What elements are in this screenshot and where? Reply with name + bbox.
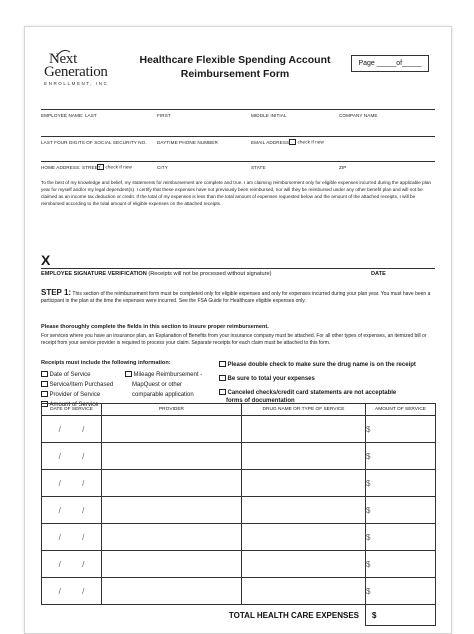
date-separators xyxy=(42,560,101,569)
date-slash: / xyxy=(82,559,85,569)
date-of-service-cell[interactable] xyxy=(42,470,102,497)
receipt-req-continued: comparable application xyxy=(132,392,194,398)
total-label: TOTAL HEALTH CARE EXPENSES xyxy=(228,610,359,620)
date-slash: / xyxy=(58,559,61,569)
date-slash: / xyxy=(82,586,85,596)
receipt-req-item xyxy=(41,390,113,400)
check-if-new-label: check if new xyxy=(105,164,132,170)
receipt-req-item xyxy=(125,370,202,380)
amount-cell[interactable]: $ xyxy=(366,524,436,551)
drug-name-cell[interactable] xyxy=(242,551,366,578)
receipt-note-label: Be sure to total your expenses xyxy=(227,376,315,382)
receipt-note-label: Please double check to make sure the drug name is on the receipt xyxy=(227,362,416,368)
table-row xyxy=(42,443,436,470)
amount-cell[interactable]: $ xyxy=(366,416,436,443)
drug-name-cell[interactable] xyxy=(242,470,366,497)
date-separators xyxy=(42,506,101,515)
logo-text-enrollment: ENROLLMENT, INC xyxy=(44,81,109,86)
receipt-note-label: Canceled checks/credit card statements are not acceptable xyxy=(227,390,397,396)
amount-cell[interactable]: $ xyxy=(366,497,436,524)
home-street-field[interactable]: HOME ADDRESS: STREET xyxy=(41,165,101,170)
daytime-phone-field[interactable]: DAYTIME PHONE NUMBER xyxy=(157,140,218,145)
receipt-req-label: Service/Item Purchased xyxy=(49,382,114,388)
table-row xyxy=(42,416,436,443)
provider-cell[interactable] xyxy=(102,497,242,524)
receipt-req-label: Date of Service xyxy=(49,372,91,378)
date-of-service-cell[interactable] xyxy=(42,578,102,605)
provider-cell[interactable] xyxy=(102,470,242,497)
drug-name-cell[interactable] xyxy=(242,416,366,443)
provider-cell[interactable] xyxy=(102,416,242,443)
signature-line[interactable] xyxy=(41,268,435,269)
provider-cell[interactable] xyxy=(102,443,242,470)
table-header-row xyxy=(42,404,436,416)
checkbox-icon xyxy=(219,361,226,368)
total-row xyxy=(42,605,436,626)
receipt-req-label: Amount of Service xyxy=(49,402,99,408)
checkbox-icon xyxy=(41,381,48,388)
field-divider xyxy=(41,161,435,162)
receipt-note-item xyxy=(219,360,416,370)
table-row xyxy=(42,497,436,524)
signature-label: EMPLOYEE SIGNATURE VERIFICATION xyxy=(41,271,147,277)
date-slash: / xyxy=(58,586,61,596)
date-separators xyxy=(42,479,101,488)
instructions-heading: Please thoroughly complete the fields in this section to insure proper reimbursement. xyxy=(41,324,269,330)
date-of-service-cell[interactable] xyxy=(42,416,102,443)
provider-cell[interactable] xyxy=(102,551,242,578)
drug-name-cell[interactable] xyxy=(242,578,366,605)
provider-cell[interactable] xyxy=(102,578,242,605)
company-name-field[interactable]: COMPANY NAME xyxy=(339,113,378,118)
signature-x-mark: X xyxy=(41,252,51,268)
col-header-amount: AMOUNT OF SERVICE xyxy=(366,404,436,416)
checkbox-icon xyxy=(219,375,226,382)
amount-cell[interactable]: $ xyxy=(366,551,436,578)
amount-cell[interactable]: $ xyxy=(366,443,436,470)
receipt-note-item xyxy=(219,388,416,398)
date-slash: / xyxy=(82,532,85,542)
email-address-field[interactable]: EMAIL ADDRESS: xyxy=(251,140,291,145)
city-field[interactable]: CITY xyxy=(157,165,168,170)
check-if-new-label: check if new xyxy=(297,139,324,145)
receipt-note-continued: forms of documentation xyxy=(226,398,295,404)
signature-verification-label xyxy=(41,271,271,277)
receipt-req-label: Mileage Reimbursement - xyxy=(133,372,203,378)
drug-name-cell[interactable] xyxy=(242,524,366,551)
date-separators xyxy=(42,452,101,461)
checkbox-icon xyxy=(41,391,48,398)
col-header-date: DATE OF SERVICE xyxy=(42,404,102,416)
receipt-note-item xyxy=(219,374,416,384)
drug-name-cell[interactable] xyxy=(242,443,366,470)
field-divider xyxy=(41,136,435,137)
email-new-checkbox[interactable] xyxy=(289,139,324,146)
date-label: DATE xyxy=(371,271,386,277)
col-header-provider: PROVIDER xyxy=(102,404,242,416)
ssn-last-four-field[interactable]: LAST FOUR DIGITS OF SOCIAL SECURITY NO. xyxy=(41,140,147,145)
col-header-drug: DRUG NAME OR TYPE OF SERVICE xyxy=(242,404,366,416)
signature-note: (Receipts will not be processed without signature) xyxy=(148,271,272,277)
form-page xyxy=(24,26,452,634)
receipt-req-label: Provider of Service xyxy=(49,392,101,398)
total-amount-cell[interactable]: $ xyxy=(366,605,436,626)
date-separators xyxy=(42,533,101,542)
date-of-service-cell[interactable] xyxy=(42,497,102,524)
page-number-box[interactable]: Page _____of_____ xyxy=(351,55,429,72)
date-slash: / xyxy=(58,478,61,488)
first-name-field[interactable]: FIRST xyxy=(157,113,171,118)
table-row xyxy=(42,551,436,578)
logo-text-next: Next xyxy=(49,51,77,67)
date-slash: / xyxy=(82,478,85,488)
receipts-col3 xyxy=(219,360,416,405)
checkbox-icon xyxy=(41,371,48,378)
table-row xyxy=(42,578,436,605)
field-divider xyxy=(41,109,435,110)
checkbox-icon xyxy=(125,371,132,378)
logo-text-generation: Generation xyxy=(44,64,108,80)
date-separators xyxy=(42,425,101,434)
provider-cell[interactable] xyxy=(102,524,242,551)
receipt-req-continued: MapQuest or other xyxy=(132,382,183,388)
receipt-req-item xyxy=(41,370,113,380)
date-slash: / xyxy=(82,451,85,461)
amount-cell[interactable]: $ xyxy=(366,578,436,605)
instructions-text: For services where you have an insurance plan, an Explanation of Benefits from your insurance company must be attached. For all other types of expenses, an itemized bill or receipt from your service provider is required to process your claim. Separate receipts for each claim must be attached to this form. xyxy=(41,333,427,347)
middle-initial-field[interactable]: MIDDLE INITIAL xyxy=(251,113,287,118)
table-row xyxy=(42,524,436,551)
state-field[interactable]: STATE xyxy=(251,165,266,170)
date-separators xyxy=(42,587,101,596)
receipts-heading: Receipts must include the following information: xyxy=(41,360,171,366)
date-of-service-cell[interactable] xyxy=(42,524,102,551)
attestation-text: To the best of my knowledge and belief, my statements for reimbursement are complete and true. I am claiming reimbursement only for eligible expenses incurred during the applicable plan year for myself and/or my legal dependent(s). I certify that these expenses have not previously been reimbursed, nor will they be reimbursed under any other benefit plan and will not be claimed as an income tax deduction or credit. If the total of my expenses is less than the total amount of expenses requested below and the amount of the attached receipts, I will be reimbursed according to the total amount of eligible expenses on the attached receipts. xyxy=(41,180,432,207)
date-slash: / xyxy=(82,505,85,515)
table-row xyxy=(42,470,436,497)
date-of-service-cell[interactable] xyxy=(42,551,102,578)
date-slash: / xyxy=(58,532,61,542)
receipts-col2 xyxy=(125,370,202,400)
checkbox-icon[interactable] xyxy=(289,139,296,146)
zip-field[interactable]: ZIP xyxy=(339,165,347,170)
form-title-line2: Reimbursement Form xyxy=(180,68,290,80)
form-title xyxy=(135,53,335,81)
date-slash: / xyxy=(82,424,85,434)
form-title-line1: Healthcare Flexible Spending Account xyxy=(139,54,331,66)
drug-name-cell[interactable] xyxy=(242,497,366,524)
checkbox-icon xyxy=(219,389,226,396)
step1-label: STEP 1: xyxy=(41,288,72,297)
step1-block xyxy=(41,289,435,305)
date-of-service-cell[interactable] xyxy=(42,443,102,470)
address-new-checkbox[interactable] xyxy=(97,164,132,171)
checkbox-icon[interactable] xyxy=(97,164,104,171)
date-slash: / xyxy=(58,424,61,434)
date-slash: / xyxy=(58,451,61,461)
expenses-table xyxy=(41,403,436,626)
receipt-req-item xyxy=(41,380,113,390)
employee-last-name-field[interactable]: EMPLOYEE NAME: LAST xyxy=(41,113,97,118)
step1-text: This section of the reimbursement form must be completed only for eligible expenses and only for expenses incurred during your plan year. You must have been a participant in the plan at the time the expenses were incurred. See the FSA Guide for Healthcare eligible expenses only. xyxy=(41,291,431,305)
date-slash: / xyxy=(58,505,61,515)
amount-cell[interactable]: $ xyxy=(366,470,436,497)
expenses-table-body xyxy=(42,416,436,605)
